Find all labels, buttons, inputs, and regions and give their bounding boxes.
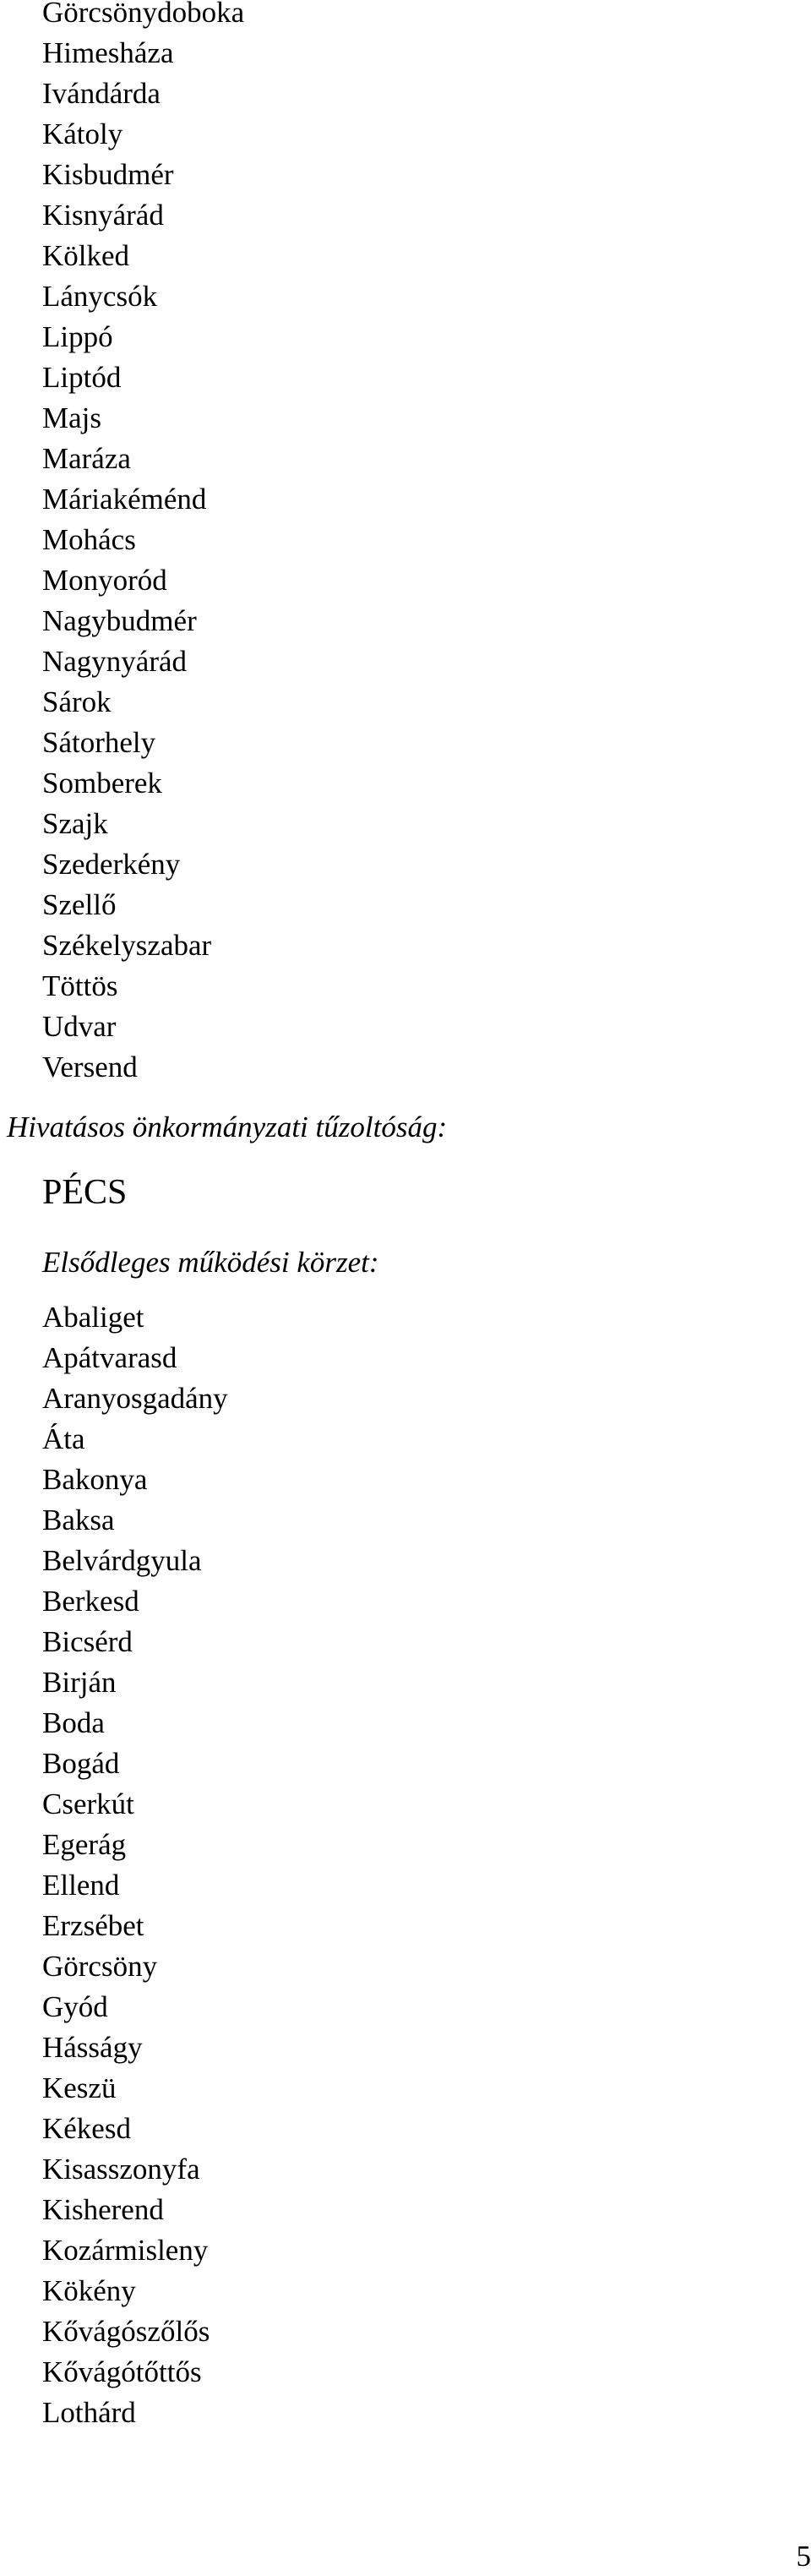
settlement-list-item: Baksa — [42, 1504, 115, 1536]
settlement-list-item: Kökény — [42, 2274, 136, 2307]
settlement-list-item: Kisnyárád — [42, 199, 164, 232]
settlement-list-item: Versend — [42, 1051, 138, 1083]
settlement-list-item: Abaliget — [42, 1301, 144, 1334]
settlement-list-item: Aranyosgadány — [42, 1382, 228, 1415]
settlement-list-item: Áta — [42, 1422, 85, 1455]
settlement-list-item: Keszü — [42, 2071, 117, 2104]
settlement-list-item: Cserkút — [42, 1787, 134, 1820]
settlement-list-item: Máriakéménd — [42, 483, 207, 516]
settlement-list-item: Ellend — [42, 1869, 120, 1902]
settlement-list-item: Kékesd — [42, 2112, 131, 2145]
settlement-list-item: Apátvarasd — [42, 1341, 177, 1374]
settlement-list-item: Bogád — [42, 1747, 120, 1780]
settlement-list-item: Bakonya — [42, 1463, 148, 1496]
settlement-list-item: Szajk — [42, 807, 108, 840]
settlement-list-item: Himesháza — [42, 36, 174, 69]
settlement-list-item: Mohács — [42, 523, 136, 556]
settlement-list-item: Birján — [42, 1666, 117, 1699]
settlement-list-item: Lánycsók — [42, 280, 158, 313]
settlement-list-item: Kátoly — [42, 117, 123, 150]
settlement-list-item: Lippó — [42, 320, 113, 353]
district-heading: Elsődleges működési körzet: — [42, 1246, 379, 1279]
settlement-list-item: Gyód — [42, 1990, 108, 2023]
settlement-list-item: Ivándárda — [42, 77, 161, 110]
settlement-list-item: Görcsöny — [42, 1950, 158, 1983]
settlement-list-item: Liptód — [42, 361, 122, 394]
settlement-list-item: Belvárdgyula — [42, 1544, 202, 1577]
settlement-list-item: Sárok — [42, 685, 112, 718]
settlement-list-item: Lothárd — [42, 2396, 136, 2429]
settlement-list-item: Kisasszonyfa — [42, 2153, 200, 2186]
settlement-list-item: Boda — [42, 1706, 105, 1739]
settlement-list-item: Bicsérd — [42, 1625, 133, 1658]
settlement-list-item: Kisbudmér — [42, 158, 174, 191]
settlement-list-item: Berkesd — [42, 1585, 139, 1618]
page-number: 5 — [796, 2540, 811, 2573]
settlement-list-item: Majs — [42, 401, 101, 434]
settlement-list-item: Nagynyárád — [42, 645, 188, 678]
settlement-list-item: Szellő — [42, 888, 117, 921]
fire-service-heading: Hivatásos önkormányzati tűzoltóság: — [7, 1111, 448, 1143]
settlement-list-pecs — [42, 1297, 228, 2433]
settlement-list-item: Kővágószőlős — [42, 2315, 210, 2348]
settlement-list-item: Monyoród — [42, 564, 167, 597]
settlement-list-item: Maráza — [42, 442, 131, 475]
settlement-list-item: Somberek — [42, 767, 162, 800]
settlement-list-continued — [42, 0, 244, 1088]
settlement-list-item: Udvar — [42, 1010, 117, 1043]
settlement-list-item: Kisherend — [42, 2193, 164, 2226]
settlement-list-item: Sátorhely — [42, 726, 156, 759]
settlement-list-item: Székelyszabar — [42, 929, 212, 962]
settlement-list-item: Kozármisleny — [42, 2234, 209, 2267]
settlement-list-item: Szederkény — [42, 848, 181, 881]
settlement-list-item: Kővágótőttős — [42, 2355, 202, 2388]
settlement-list-item: Görcsönydoboka — [42, 0, 245, 29]
settlement-list-item: Töttös — [42, 969, 118, 1002]
settlement-list-item: Kölked — [42, 239, 130, 272]
city-name: PÉCS — [42, 1173, 128, 1212]
settlement-list-item: Egerág — [42, 1828, 127, 1861]
settlement-list-item: Nagybudmér — [42, 604, 197, 637]
settlement-list-item: Erzsébet — [42, 1909, 144, 1942]
settlement-list-item: Hásságy — [42, 2031, 143, 2064]
